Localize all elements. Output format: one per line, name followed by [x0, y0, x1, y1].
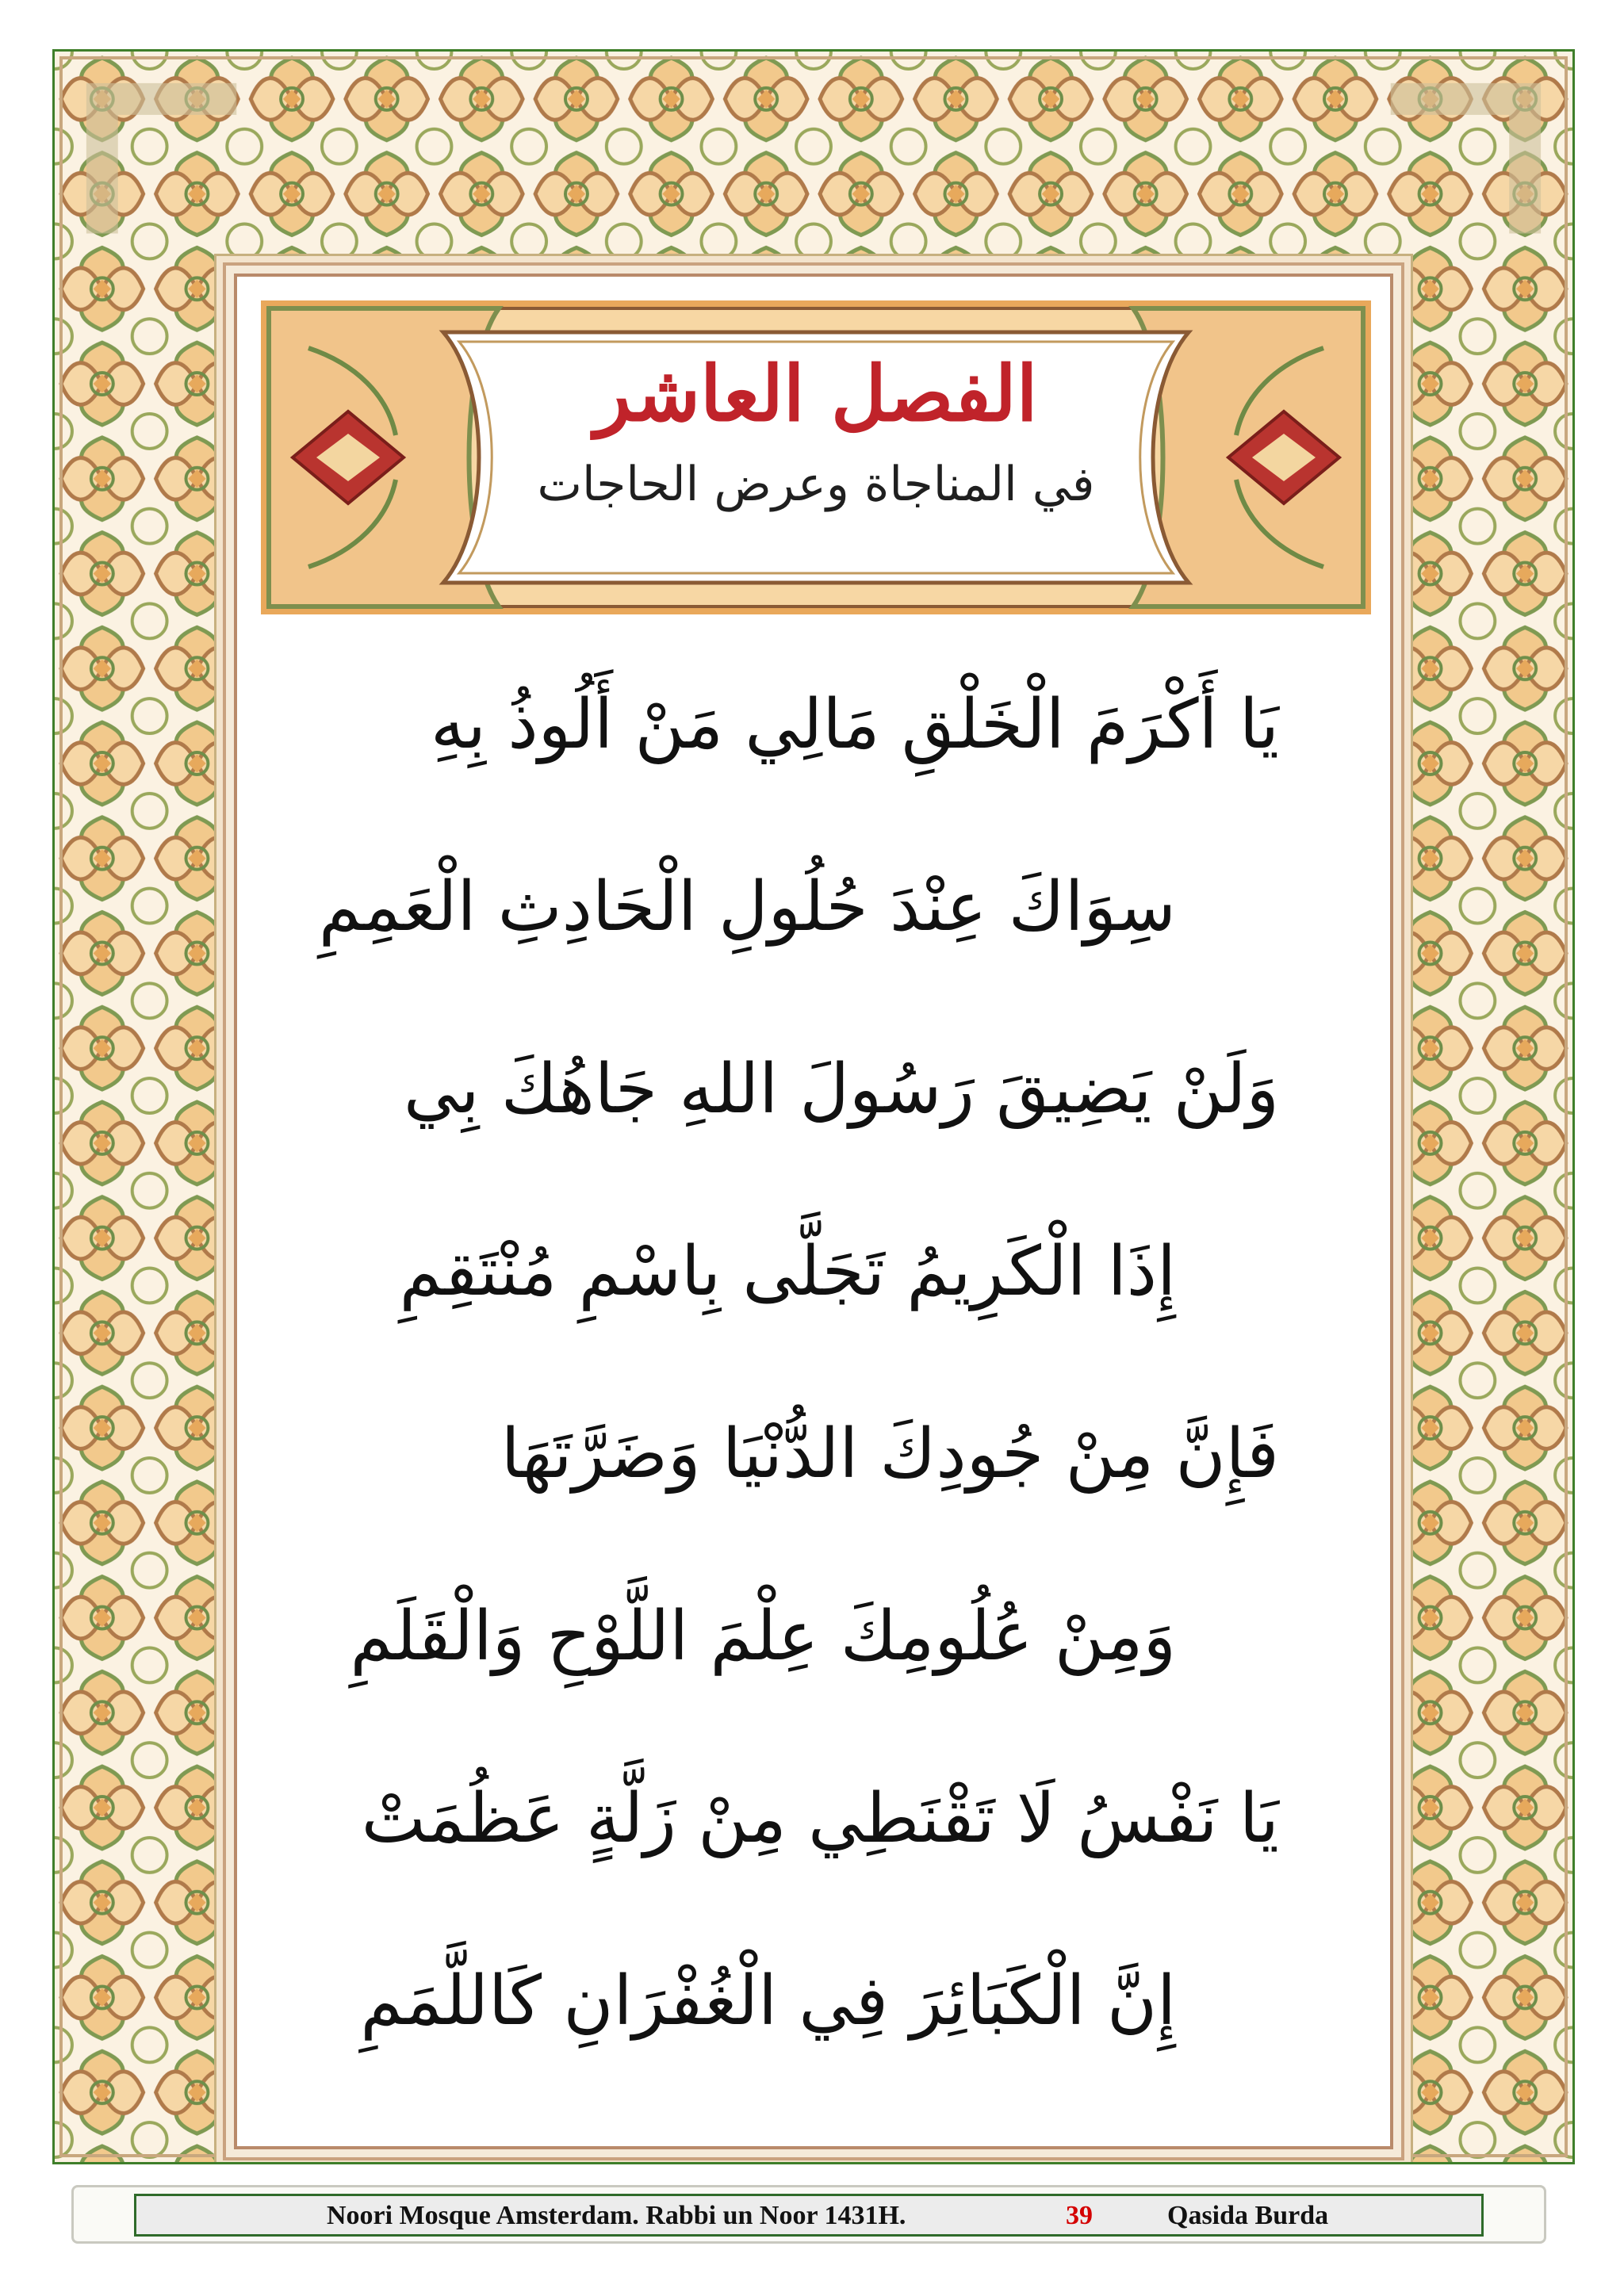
verse-line-5: فَإِنَّ مِنْ جُودِكَ الدُّنْيَا وَضَرَّتَهَا: [500, 1414, 1279, 1494]
footer-bar: [71, 2185, 1546, 2244]
footer-source-text: Noori Mosque Amsterdam. Rabbi un Noor 1431H.: [327, 2201, 906, 2230]
chapter-title: الفصل العاشر: [594, 349, 1038, 438]
verse-line-4: إِذَا الْكَرِيمُ تَجَلَّى بِاسْمِ مُنْتَقِمِ: [399, 1232, 1176, 1311]
chapter-subtitle: في المناجاة وعرض الحاجات: [537, 457, 1095, 512]
footer-book-title: Qasida Burda: [1167, 2201, 1329, 2230]
verse-line-8: إِنَّ الْكَبَائِرَ فِي الْغُفْرَانِ كَاللَّمَمِ: [360, 1961, 1176, 2041]
chapter-header: [261, 300, 1371, 614]
footer-label-box: [134, 2194, 1484, 2237]
page-number: 39: [1066, 2201, 1093, 2230]
verse-line-1: يَا أَكْرَمَ الْخَلْقِ مَالِي مَنْ أَلُوذُ بِهِ: [430, 685, 1279, 764]
text-panel: [234, 274, 1393, 2149]
verse-line-7: يَا نَفْسُ لَا تَقْنَطِي مِنْ زَلَّةٍ عَظُمَتْ: [361, 1779, 1279, 1858]
verse-line-3: وَلَنْ يَضِيقَ رَسُولَ اللهِ جَاهُكَ بِي: [403, 1050, 1279, 1129]
verse-line-2: سِوَاكَ عِنْدَ حُلُولِ الْحَادِثِ الْعَمِمِ: [318, 867, 1176, 947]
page-frame: [52, 49, 1575, 2164]
verse-line-6: وَمِنْ عُلُومِكَ عِلْمَ اللَّوْحِ وَالْقَلَمِ: [350, 1597, 1176, 1676]
